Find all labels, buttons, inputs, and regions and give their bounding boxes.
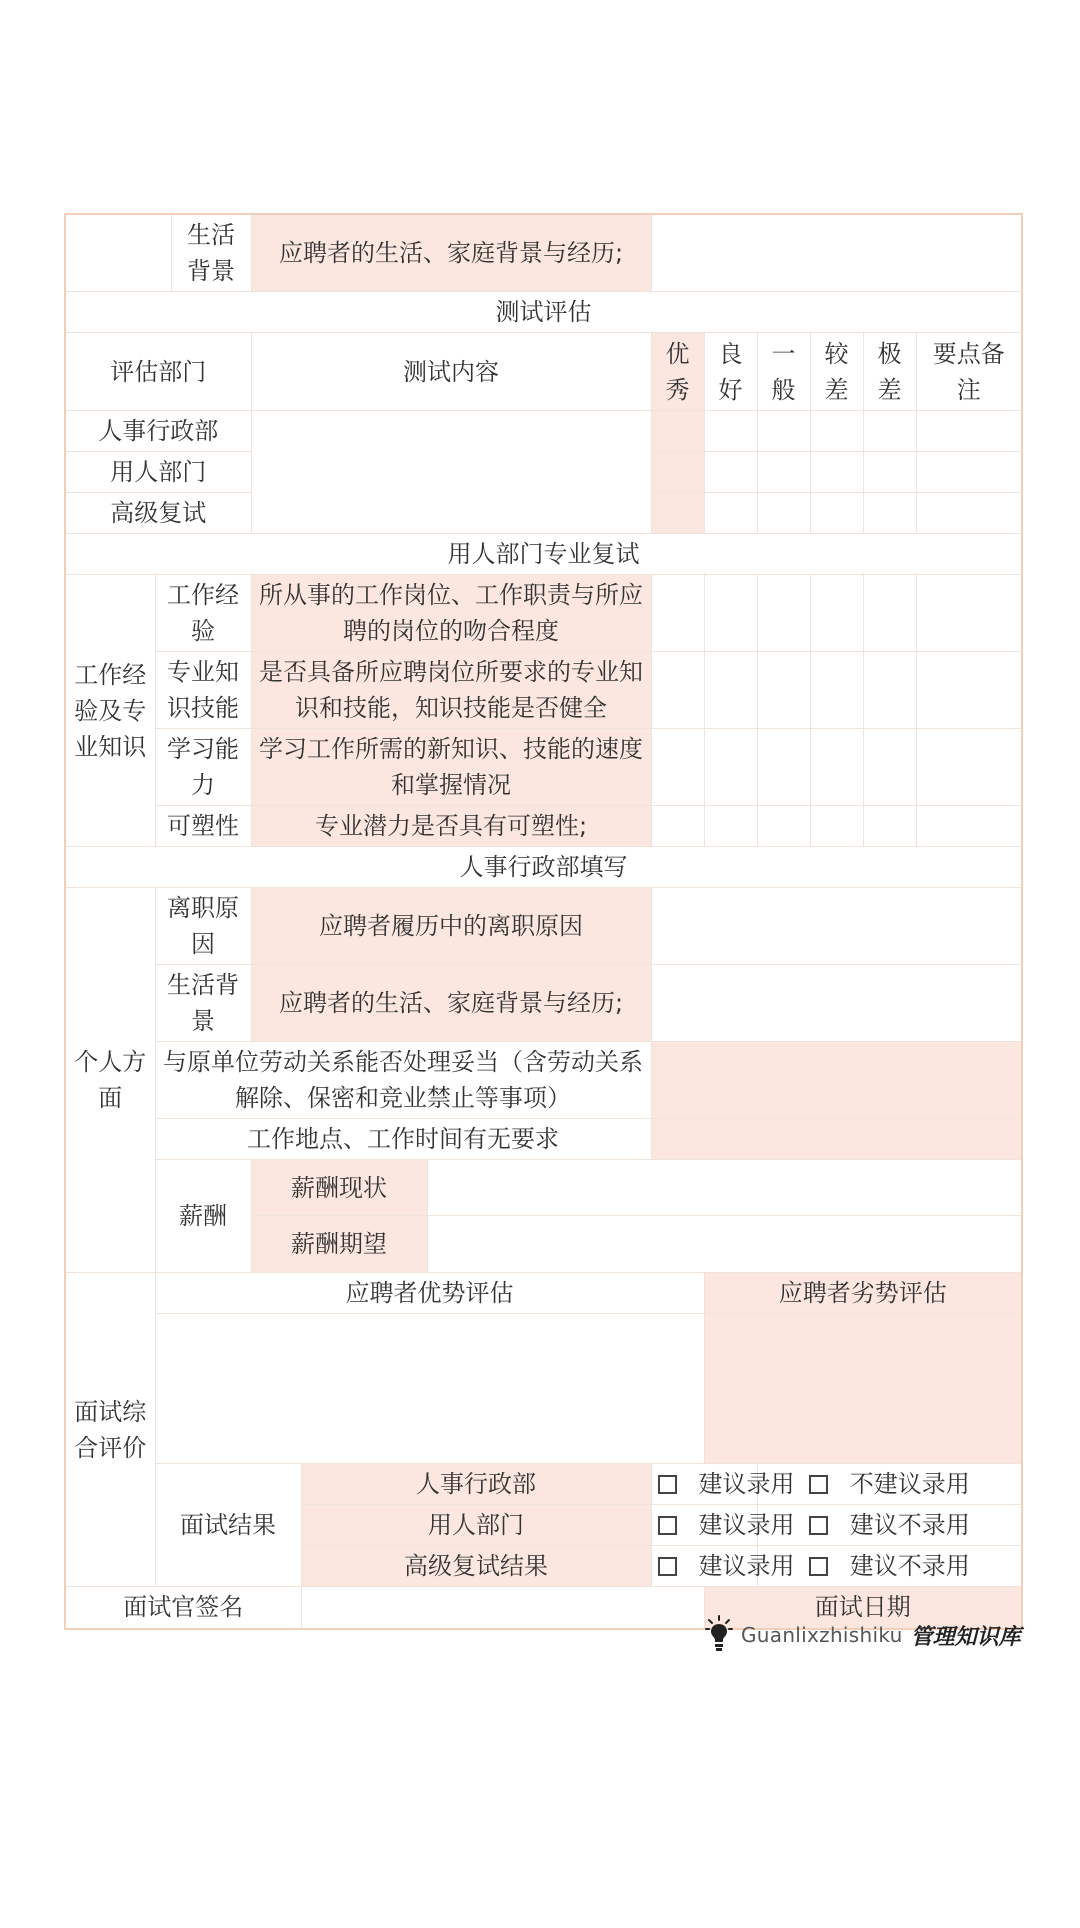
interviewer-signature-input[interactable] [301, 1587, 704, 1629]
rating-cell[interactable] [863, 806, 916, 847]
recommend-option[interactable]: 建议录用 [651, 1546, 757, 1587]
hr-row-salary-current [65, 1160, 1022, 1216]
rating-cell[interactable] [704, 652, 757, 729]
notes-cell[interactable] [916, 729, 1022, 806]
hr-row-labor-relation [65, 1042, 1022, 1119]
test-eval-header-row [65, 333, 1022, 411]
checkbox[interactable] [809, 1475, 828, 1494]
rating-cell[interactable] [810, 452, 863, 493]
checkbox[interactable] [658, 1516, 677, 1535]
rating-cell[interactable] [757, 575, 810, 652]
blank-cell [65, 214, 171, 292]
rating-cell[interactable] [757, 411, 810, 452]
life-background-label: 生活背景 [155, 965, 251, 1042]
brand-chinese: 管理知识库 [910, 1623, 1021, 1650]
rating-cell[interactable] [651, 729, 704, 806]
rating-cell[interactable] [810, 575, 863, 652]
rating-excellent-header: 优秀 [651, 333, 704, 411]
interview-evaluation-form [64, 213, 1021, 1630]
notes-cell[interactable] [916, 806, 1022, 847]
rating-cell[interactable] [757, 806, 810, 847]
rating-cell[interactable] [757, 493, 810, 534]
notes-header: 要点备注 [916, 333, 1022, 411]
advantage-input[interactable] [155, 1314, 704, 1464]
disadvantage-header: 应聘者劣势评估 [704, 1273, 1022, 1314]
test-eval-row-hr [65, 411, 1022, 452]
rating-poor-header: 较差 [810, 333, 863, 411]
pro-item-content: 专业潜力是否具有可塑性; [251, 806, 651, 847]
life-background-content: 应聘者的生活、家庭背景与经历; [251, 965, 651, 1042]
leave-reason-input[interactable] [651, 888, 1022, 965]
rating-cell[interactable] [757, 729, 810, 806]
salary-current-label: 薪酬现状 [251, 1160, 427, 1216]
rating-cell[interactable] [810, 411, 863, 452]
hr-row-location [65, 1119, 1022, 1160]
overall-header-row [65, 1273, 1022, 1314]
pro-row-experience [65, 575, 1022, 652]
salary-expect-label: 薪酬期望 [251, 1216, 427, 1273]
rating-cell[interactable] [863, 493, 916, 534]
dept-hr: 人事行政部 [65, 411, 251, 452]
lightbulb-icon [705, 1615, 733, 1655]
section-test-evaluation: 测试评估 [65, 292, 1022, 333]
pro-item-label: 可塑性 [155, 806, 251, 847]
pro-item-content: 所从事的工作岗位、工作职责与所应聘的岗位的吻合程度 [251, 575, 651, 652]
notes-cell[interactable] [916, 493, 1022, 534]
rating-cell[interactable] [704, 575, 757, 652]
overall-group-label: 面试综合评价 [65, 1273, 155, 1587]
disadvantage-input[interactable] [704, 1314, 1022, 1464]
pro-row-plasticity [65, 806, 1022, 847]
rating-cell[interactable] [651, 652, 704, 729]
section-professional-retest: 用人部门专业复试 [65, 534, 1022, 575]
rating-cell[interactable] [704, 806, 757, 847]
test-content-input[interactable] [251, 411, 651, 534]
life-background-input[interactable] [651, 965, 1022, 1042]
checkbox[interactable] [809, 1516, 828, 1535]
rating-average-header: 一般 [757, 333, 810, 411]
labor-relation-input[interactable] [651, 1042, 1022, 1119]
rating-cell[interactable] [757, 652, 810, 729]
work-location-question: 工作地点、工作时间有无要求 [155, 1119, 651, 1160]
pro-item-content: 是否具备所应聘岗位所要求的专业知识和技能，知识技能是否健全 [251, 652, 651, 729]
life-background-row [65, 214, 1022, 292]
leave-reason-label: 离职原因 [155, 888, 251, 965]
not-recommend-option[interactable]: 建议不录用 [757, 1505, 1022, 1546]
rating-cell[interactable] [863, 652, 916, 729]
salary-label: 薪酬 [155, 1160, 251, 1273]
rating-cell[interactable] [704, 411, 757, 452]
rating-cell[interactable] [651, 411, 704, 452]
life-background-content: 应聘者的生活、家庭背景与经历; [251, 214, 651, 292]
rating-very-poor-header: 极差 [863, 333, 916, 411]
content-header: 测试内容 [251, 333, 651, 411]
result-label: 面试结果 [155, 1464, 301, 1587]
interview-date-field[interactable]: 面试日期 [704, 1587, 1022, 1629]
notes-cell[interactable] [916, 411, 1022, 452]
dept-header: 评估部门 [65, 333, 251, 411]
work-location-input[interactable] [651, 1119, 1022, 1160]
pro-item-label: 工作经验 [155, 575, 251, 652]
rating-cell[interactable] [863, 411, 916, 452]
hr-row-life-background [65, 965, 1022, 1042]
rating-cell[interactable] [757, 452, 810, 493]
rating-cell[interactable] [810, 493, 863, 534]
rating-cell[interactable] [651, 493, 704, 534]
not-recommend-option[interactable]: 建议不录用 [757, 1546, 1022, 1587]
rating-cell[interactable] [810, 806, 863, 847]
checkbox[interactable] [658, 1557, 677, 1576]
result-row-hr [65, 1464, 1022, 1505]
result-dept-hr: 人事行政部 [301, 1464, 651, 1505]
pro-row-knowledge [65, 652, 1022, 729]
life-background-label: 生活背景 [171, 214, 251, 292]
rating-cell[interactable] [704, 493, 757, 534]
interviewer-signature-label: 面试官签名 [65, 1587, 301, 1629]
rating-cell[interactable] [810, 652, 863, 729]
leave-reason-content: 应聘者履历中的离职原因 [251, 888, 651, 965]
rating-cell[interactable] [704, 729, 757, 806]
personal-group-label: 个人方面 [65, 888, 155, 1273]
life-background-input[interactable] [651, 214, 1022, 292]
result-dept-hiring: 用人部门 [301, 1505, 651, 1546]
rating-cell[interactable] [651, 806, 704, 847]
overall-eval-row [65, 1314, 1022, 1464]
dept-hiring: 用人部门 [65, 452, 251, 493]
rating-cell[interactable] [651, 452, 704, 493]
checkbox[interactable] [658, 1475, 677, 1494]
advantage-header: 应聘者优势评估 [155, 1273, 704, 1314]
evaluation-table [64, 213, 1023, 1630]
pro-item-label: 学习能力 [155, 729, 251, 806]
rating-cell[interactable] [810, 729, 863, 806]
notes-cell[interactable] [916, 452, 1022, 493]
recommend-option[interactable]: 建议录用 [651, 1464, 757, 1505]
checkbox[interactable] [809, 1557, 828, 1576]
section-hr-fill: 人事行政部填写 [65, 847, 1022, 888]
notes-cell[interactable] [916, 652, 1022, 729]
salary-current-input[interactable] [427, 1160, 1022, 1216]
salary-expect-input[interactable] [427, 1216, 1022, 1273]
pro-row-learning [65, 729, 1022, 806]
rating-cell[interactable] [863, 452, 916, 493]
recommend-option[interactable]: 建议录用 [651, 1505, 757, 1546]
rating-good-header: 良好 [704, 333, 757, 411]
brand-english: Guanlixzhishiku [741, 1623, 903, 1647]
brand-footer [705, 1612, 1025, 1658]
rating-cell[interactable] [863, 729, 916, 806]
not-recommend-option[interactable]: 不建议录用 [757, 1464, 1022, 1505]
dept-senior: 高级复试 [65, 493, 251, 534]
rating-cell[interactable] [651, 575, 704, 652]
rating-cell[interactable] [704, 452, 757, 493]
notes-cell[interactable] [916, 575, 1022, 652]
hr-row-leave-reason [65, 888, 1022, 965]
work-experience-group-label: 工作经验及专业知识 [65, 575, 155, 847]
pro-item-content: 学习工作所需的新知识、技能的速度和掌握情况 [251, 729, 651, 806]
pro-item-label: 专业知识技能 [155, 652, 251, 729]
result-dept-senior: 高级复试结果 [301, 1546, 651, 1587]
labor-relation-question: 与原单位劳动关系能否处理妥当（含劳动关系解除、保密和竞业禁止等事项） [155, 1042, 651, 1119]
rating-cell[interactable] [863, 575, 916, 652]
